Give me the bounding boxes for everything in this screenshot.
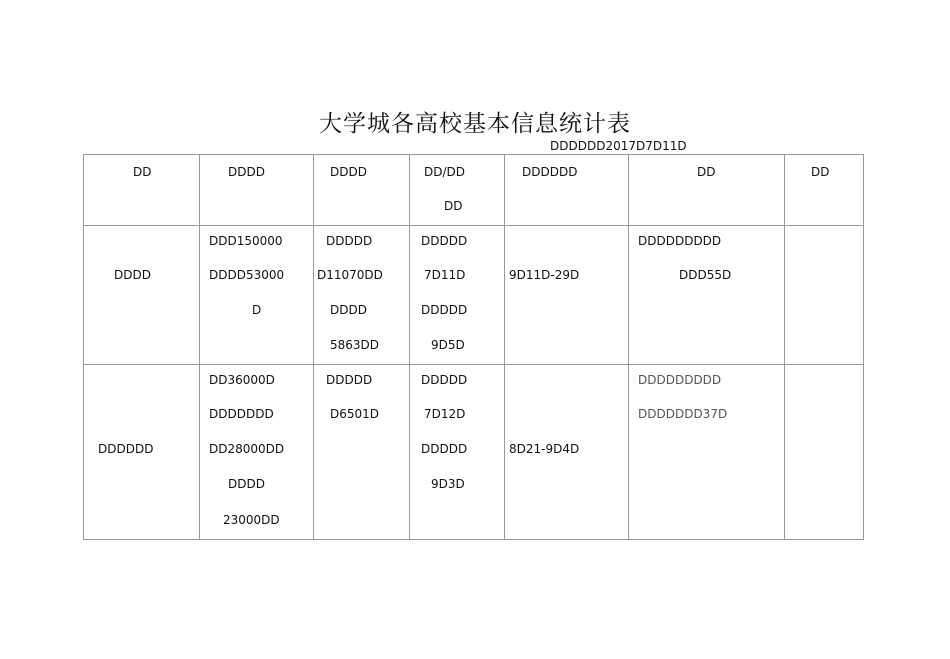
cell-text: 23000DD [223,513,280,527]
cell-text: 9D11D-29D [509,268,580,282]
table-cell [785,226,863,364]
cell-text: DD36000D [209,373,275,387]
statistics-date-note: DDDDDD2017D7D11D [550,139,687,153]
header-label: DD [811,165,830,179]
cell-text: DDDDDD [98,442,154,456]
header-label: DD [133,165,152,179]
header-label: DDDDDD [522,165,578,179]
cell-text: DDDD53000 [209,268,285,282]
table-cell [629,226,784,364]
table-cell [629,365,784,539]
cell-text: 9D5D [431,338,465,352]
table-cell [785,365,863,539]
table-row [84,226,864,365]
cell-text: DDDDDDD37D [638,407,728,421]
table-cell [410,226,504,364]
cell-text: D6501D [330,407,380,421]
cell-text: 5863DD [330,338,380,352]
page-title: 大学城各高校基本信息统计表 [319,111,631,138]
header-label: DDDD [228,165,265,179]
header-cell [410,155,504,225]
header-cell [785,155,863,225]
university-info-table [83,154,864,540]
cell-text: DDDDD [326,234,373,248]
table-row [84,365,864,540]
header-cell [84,155,199,225]
cell-text: 7D12D [424,407,466,421]
cell-text: DD28000DD [209,442,285,456]
cell-text: DDDDDDD [209,407,274,421]
cell-text: DDD55D [679,268,732,282]
cell-text: DDDDD [421,303,468,317]
header-label: DD [697,165,716,179]
cell-text: 7D11D [424,268,466,282]
cell-text: D11070DD [317,268,383,282]
cell-text: DDD150000 [209,234,283,248]
table-cell [505,226,628,364]
table-cell [410,365,504,539]
table-cell [314,226,409,364]
cell-text: DDDDD [421,234,468,248]
cell-text: DDDDD [326,373,373,387]
cell-text: 8D21-9D4D [509,442,580,456]
table-cell [505,365,628,539]
table-cell [84,226,199,364]
header-cell [505,155,628,225]
header-label: DD/DD [424,165,466,179]
cell-text: DDDD [114,268,151,282]
header-cell [200,155,313,225]
header-cell [314,155,409,225]
table-cell [84,365,199,539]
cell-text: DDDDD [421,442,468,456]
table-cell [200,365,313,539]
table-header-row [84,155,864,226]
cell-text: DDDDDDDDD [638,373,722,387]
table-cell [200,226,313,364]
header-label: DDDD [330,165,367,179]
cell-text: DDDDD [421,373,468,387]
cell-text: DDDD [330,303,367,317]
cell-text: 9D3D [431,477,465,491]
cell-text: D [252,303,262,317]
table-cell [314,365,409,539]
cell-text: DDDDDDDDD [638,234,722,248]
header-label: DD [444,199,463,213]
cell-text: DDDD [228,477,265,491]
header-cell [629,155,784,225]
